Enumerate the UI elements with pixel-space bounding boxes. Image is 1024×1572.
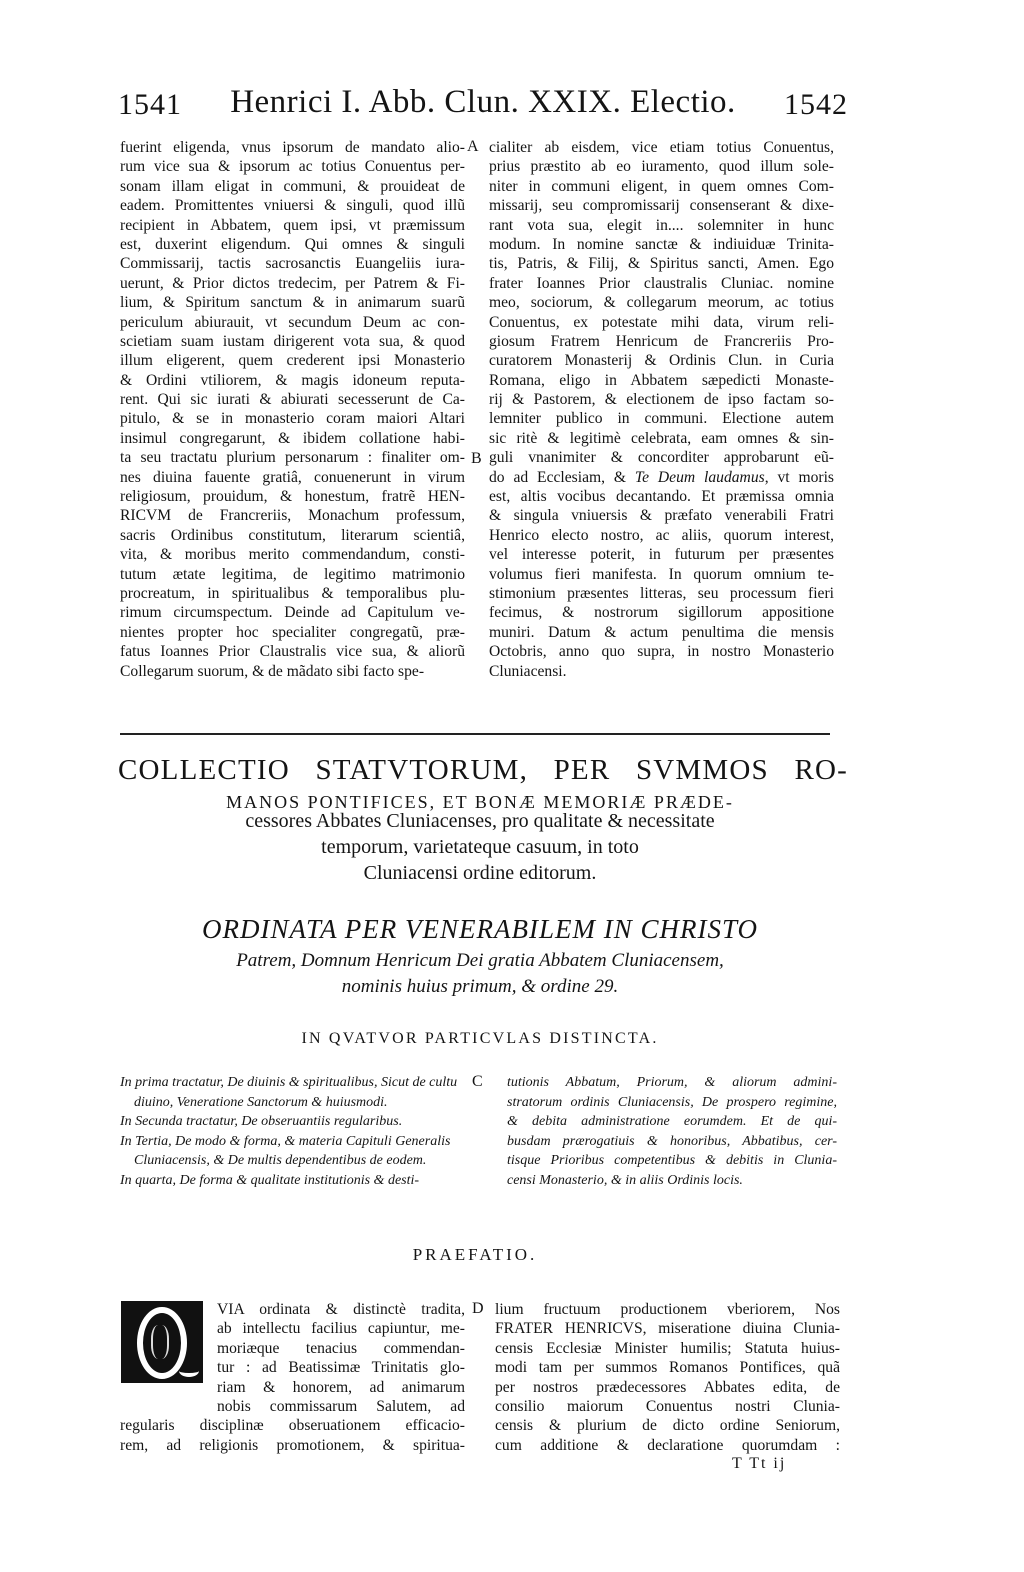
page-header — [118, 84, 848, 124]
text-line: stimonium præsentes litteras, seu processum fieri — [489, 584, 834, 602]
page-number-left: 1541 — [118, 88, 182, 121]
margin-letter-c: C — [472, 1073, 483, 1090]
text-line: curatorem Monasterij & Ordinis Clun. in Curia — [489, 352, 834, 370]
text-line: & singula vniuersis & præfato venerabili Fratri — [489, 507, 834, 525]
text-line: busdam prærogatiuis & honoribus, Abbatibus, cer- — [507, 1133, 837, 1149]
text-line: tutionis Abbatum, Priorum, & aliorum admini- — [507, 1075, 837, 1090]
text-line: Collegarum suorum, & de mãdato sibi facto spe- — [120, 662, 425, 680]
text-line: censis & plurium de dicto ordine Seniorum, — [495, 1417, 840, 1435]
text-line: muniri. Datum & actum penultima die mensis — [489, 623, 834, 641]
text-line: volumus fieri manifesta. In quorum omnium te- — [489, 565, 834, 583]
text-line: lium fructuum productionem vberiorem, Nos — [495, 1301, 840, 1318]
praefatio-left-column — [120, 1300, 465, 1455]
margin-letter-a: A — [467, 138, 479, 155]
collection-title-line-2: MANOS PONTIFICES, ET BONÆ MEMORIÆ PRÆDE- — [226, 792, 734, 812]
text-line: modi tam per summos Romanos Pontifices, quã — [495, 1359, 840, 1377]
te-deum-italic: Te Deum laudamus — [634, 468, 765, 486]
text-line: tisque Prioribus competentibus & debitis in Clunia- — [507, 1153, 837, 1168]
text-line: regularis disciplinæ obseruationem efficacio- — [120, 1417, 465, 1435]
praefatio-heading: PRAEFATIO. — [412, 1245, 538, 1264]
text-line: meo, sociorum, & collegarum meorum, ac totius — [489, 294, 834, 312]
ordinata-line-2: Patrem, Domnum Henricum Dei gratia Abbatem Cluniacensem, — [236, 950, 724, 971]
text-line: rant vota sua, elegit in.... solemniter in hunc — [489, 216, 834, 234]
contents-entry: In Tertia, De modo & forma, & materia Capituli Generalis Cluniacensis, & De multis dependentibus de eodem. — [120, 1133, 451, 1168]
text-line: est, duxerint eligendum. Qui omnes & singuli — [120, 235, 465, 253]
text-line: fecimus, & nostrorum sigillorum appositione — [489, 604, 834, 622]
collection-title-body — [110, 808, 850, 886]
text-line: vita, & moribus merito commendandum, consti- — [120, 546, 465, 564]
text-line: eadem. Promittentes vniuersi & singuli, quod illũ — [120, 197, 465, 215]
text-line: RICVM de Francreriis, Monachum professum, — [120, 507, 465, 525]
margin-letter-b: B — [471, 450, 482, 467]
text-line: periculum abiurauit, vt secundum Deum ac con- — [120, 313, 465, 331]
text-line: & debita administratione eorumdem. Et de qui- — [507, 1114, 837, 1129]
text-line: moriæque tenacius commendan- — [217, 1339, 465, 1357]
text-line: insimul congregarunt, & ibidem collatione habi- — [120, 429, 465, 447]
text-line: per nostros prædecessores Abbates edita, de — [495, 1378, 840, 1396]
text-line: lium, & Spiritum sanctum & in animarum suarũ — [120, 294, 465, 312]
text-line: Henrico electo nostro, ac aliis, quorum interest, — [489, 526, 834, 544]
text-line: stratorum ordinis Cluniacensis, De prospero regimine, — [507, 1094, 837, 1110]
election-text-left-column — [120, 138, 465, 681]
text-line: rij & Pastorem, & electionem de ipso factam so- — [489, 391, 834, 409]
text-line: rimum circumspectum. Deinde ad Capitulum ve- — [120, 604, 465, 622]
text-line: procreatum, in spiritualibus & temporalibus plu- — [120, 584, 465, 602]
text-line: nobis commissarum Salutem, ad — [217, 1397, 465, 1415]
text-line: missarij, seu compromissarij consenserant & dixe- — [489, 197, 834, 215]
election-text-right-column — [489, 138, 834, 681]
text-line: fatus Ioannes Prior Claustralis vice sua, & aliorũ — [120, 643, 465, 661]
collection-title-line-3: cessores Abbates Cluniacenses, pro qualitate & necessitate — [245, 810, 715, 832]
text-line: vel interesse poterit, in futurum per præsentes — [489, 546, 834, 564]
text-line: rum vice sua & ipsorum ac totius Conuentus per- — [120, 158, 465, 176]
text-line: guli vnanimiter & concorditer approbarunt eũ- — [489, 449, 834, 467]
text-line: tutum ætate legitima, de legitimo matrimonio — [120, 565, 465, 583]
text-line: rem, ad religionis promotionem, & spiritua- — [120, 1436, 465, 1454]
ordinata-line-3: nominis huius primum, & ordine 29. — [341, 976, 619, 997]
section-divider-rule — [120, 733, 830, 735]
text-line: nientes propter hoc specialiter congregatũ, præ- — [120, 623, 465, 641]
text-line: frater Ioannes Prior claustralis Cluniac. nomine — [489, 274, 834, 292]
page-number-right: 1542 — [784, 88, 848, 121]
contents-entry: In prima tractatur, De diuinis & spiritualibus, Sicut de cultu diuino, Veneratione Sanctorum & huiusmodi. — [120, 1075, 458, 1110]
contents-right-column — [507, 1073, 837, 1190]
text-line: nes diuina fauente gratiâ, conuenerunt in virum — [120, 468, 465, 486]
text-line: prius præstito ab eo iuramento, quod illum sole- — [489, 158, 834, 176]
margin-letter-d: D — [472, 1300, 484, 1317]
text-line: recipient in Abbatem, quem ipsi, vt præmissum — [120, 216, 465, 234]
text-line: VIA ordinata & distinctè tradita, — [217, 1301, 465, 1318]
text-line: ab intellectu facilius capiuntur, me- — [217, 1320, 465, 1338]
text-line: est, altis vocibus decantando. Et præmissa omnia — [489, 488, 834, 506]
ordinata-subheading — [110, 948, 850, 1000]
text-line: Commissarij, tactis sacrosanctis Euangeliis iura- — [120, 255, 465, 273]
text-line: tur : ad Beatissimæ Trinitatis glo- — [217, 1359, 465, 1377]
text-line: fuerint eligenda, vnus ipsorum de mandato alio- — [120, 139, 465, 156]
text-line: & Ordini vtiliorem, & magis idoneum reputa- — [120, 371, 465, 389]
text-line: tis, Patris, & Filij, & Spiritus sancti, Amen. Ego — [489, 255, 834, 273]
running-title: Henrici I. Abb. Clun. XXIX. Electio. — [230, 84, 736, 120]
text-line: sacris Ordinibus constitutum, literarum scientiâ, — [120, 526, 465, 544]
text-line: rent. Qui sic iurati & abiurati secesserunt de Ca- — [120, 391, 465, 409]
text-line: modum. In nomine sanctæ & indiuiduæ Trinita- — [489, 235, 834, 253]
text-line: ta seu tractatu plurium personarum : finaliter om- — [120, 449, 465, 467]
text-line: Romana, eligo in Abbatem sæpedicti Monaste- — [489, 371, 834, 389]
text-line: FRATER HENRICVS, miseratione diuina Clunia- — [495, 1320, 840, 1338]
text-line: uerunt, & Prior dictos tredecim, per Patrem & Fi- — [120, 274, 465, 292]
text-line: sonam illam eligat in communi, & prouideat de — [120, 177, 465, 195]
text-line: Cluniacensi. — [489, 662, 567, 680]
collection-title-line-5: Cluniacensi ordine editorum. — [363, 862, 597, 884]
text-line: cum additione & declaratione quorumdam : — [495, 1436, 840, 1454]
text-line: pitulo, & se in monasterio coram maiori Altari — [120, 410, 465, 428]
text-line: censis Ecclesiæ Minister humilis; Statuta huius- — [495, 1339, 840, 1357]
text-line: religiosum, prouidum, & honestum, fratrẽ HEN- — [120, 488, 465, 506]
text-line: niter in communi eligent, in quem omnes Com- — [489, 177, 834, 195]
text-line: riam & honorem, ad animarum — [217, 1378, 465, 1396]
text-line: sic ritè & legitimè celebrata, eam omnes & sin- — [489, 429, 834, 447]
distincta-heading: IN QVATVOR PARTICVLAS DISTINCTA. — [301, 1030, 659, 1047]
text-line: Octobris, anno quo supra, in nostro Monasterio — [489, 643, 834, 661]
ordinata-heading: ORDINATA PER VENERABILEM IN CHRISTO — [202, 914, 758, 944]
te-deum-after: , vt moris — [764, 468, 834, 486]
text-line: cialiter ab eisdem, vice etiam totius Conuentus, — [489, 139, 834, 156]
text-line: lemniter publico in communi. Electione autem — [489, 410, 834, 428]
text-line: do ad Ecclesiam, & Te Deum laudamus, vt moris — [489, 468, 834, 486]
text-line: scietiam suam iustam dirigerent vota sua, & quod — [120, 332, 465, 350]
text-line: consilio maiorum Conuentus nostri Clunia- — [495, 1397, 840, 1415]
text-line: Conuentus, ex potestate mihi data, virum reli- — [489, 313, 834, 331]
text-line: giosum Fratrem Henricum de Francreriis Pro- — [489, 332, 834, 350]
praefatio-right-column — [495, 1300, 840, 1455]
contents-entry: In Secunda tractatur, De obseruantiis regularibus. — [120, 1114, 403, 1129]
contents-entry: In quarta, De forma & qualitate institutionis & desti- — [120, 1172, 420, 1188]
collection-title-line-1: COLLECTIO STATVTORUM, PER SVMMOS RO- — [118, 754, 848, 786]
signature-mark: T Tt ij — [732, 1455, 787, 1472]
text-line: illum eligerent, quem crederent ipsi Monasterio — [120, 352, 465, 370]
collection-title-line-4: temporum, varietateque casuum, in toto — [321, 836, 639, 858]
text-line: censi Monasterio, & in aliis Ordinis locis. — [507, 1172, 743, 1188]
contents-left-column — [120, 1073, 470, 1190]
